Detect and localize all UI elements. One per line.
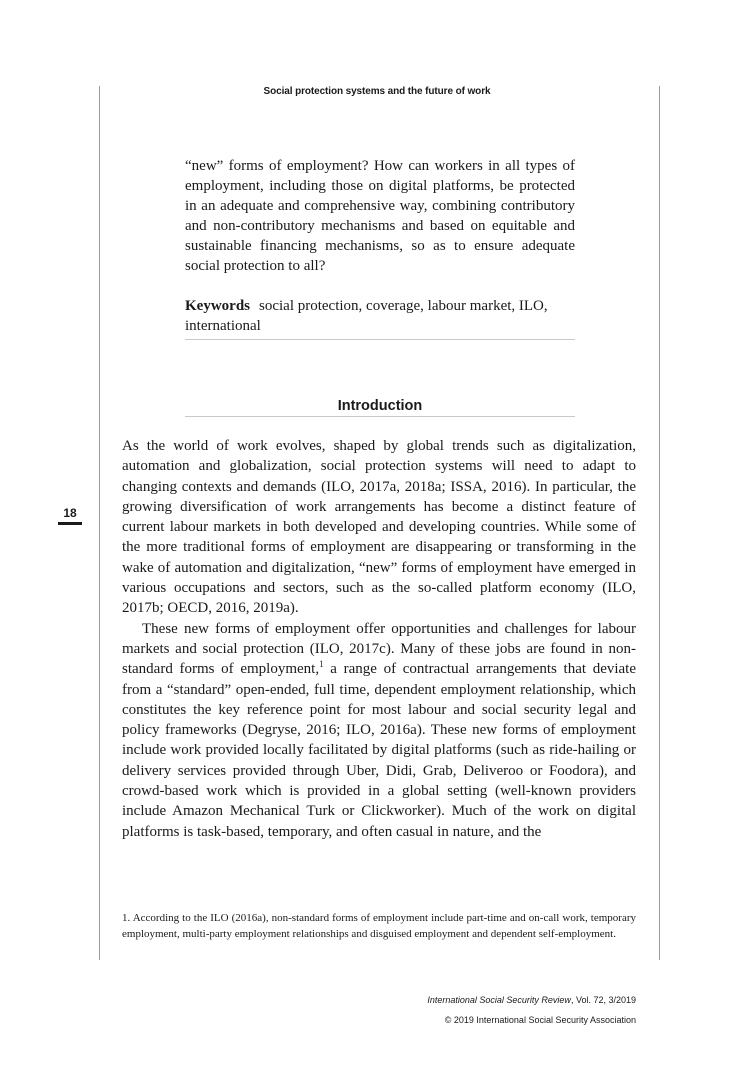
footnote: 1. According to the ILO (2016a), non-standard forms of employment include part-time and on-call work, temporary employment, multi-party employment relationships and disguised employment and dependent self-employment. bbox=[122, 912, 636, 940]
footer-copyright: © 2019 International Social Security Association bbox=[444, 1015, 636, 1025]
keywords-label: Keywords bbox=[185, 298, 250, 314]
page-number: 18 bbox=[63, 506, 77, 520]
page-number-bar bbox=[58, 522, 82, 525]
running-head: Social protection systems and the future of work bbox=[263, 86, 491, 97]
footer-journal-line bbox=[427, 995, 636, 1005]
body-text bbox=[122, 436, 636, 842]
keywords-block bbox=[185, 296, 575, 340]
right-margin-rule bbox=[659, 86, 660, 960]
abstract-text: “new” forms of employment? How can workers in all types of employment, including those on digital platforms, be protected in an adequate and comprehensive way, combining contributory and non-contributory mechanisms and based on equitable and sustainable financing mechanisms, so as to ensure adequate social protection to all? bbox=[185, 158, 575, 274]
paragraph-2-start: These new forms of employment offer opportunities and challenges for labour markets and social protection (ILO, 2017c). Many of these jobs are found in non-standard forms of employment, bbox=[122, 620, 636, 678]
section-title: Introduction bbox=[185, 398, 575, 417]
keywords-text: social protection, coverage, labour market, ILO, international bbox=[185, 298, 548, 334]
journal-issue: , Vol. 72, 3/2019 bbox=[570, 995, 636, 1005]
footnote-reference[interactable]: 1 bbox=[319, 659, 324, 670]
journal-title: International Social Security Review bbox=[427, 995, 571, 1005]
left-margin-rule bbox=[99, 86, 100, 960]
paragraph-1: As the world of work evolves, shaped by global trends such as digitalization, automation and globalization, social protection systems will need to adapt to changing contexts and demands (ILO, 2017a, 2018a; ISSA, 2016). In particular, the growing diversification of work arrangements has become a distinct feature of current labour markets in both developed and developing countries. While some of the more traditional forms of employment are disappearing or transforming in the wake of automation and digitalization, “new” forms of employment have emerged in various occupations and sectors, such as the so-called platform economy (ILO, 2017b; OECD, 2016, 2019a). bbox=[122, 438, 636, 617]
paragraph-2-rest: a range of contractual arrangements that deviate from a “standard” open-ended, full time, dependent employment relationship, which constitutes the key reference point for most labour and social security legal and policy frameworks (Degryse, 2016; ILO, 2016a). These new forms of employment include work provided locally facilitated by digital platforms (such as ride-hailing or delivery services provided through Uber, Didi, Grab, Deliveroo or Foodora), and crowd-based work which is provided in a global setting (well-known providers include Amazon Mechanical Turk or Clickworker). Much of the work on digital platforms is task-based, temporary, and often casual in nature, and the bbox=[122, 661, 637, 840]
paragraph-2 bbox=[122, 619, 636, 842]
